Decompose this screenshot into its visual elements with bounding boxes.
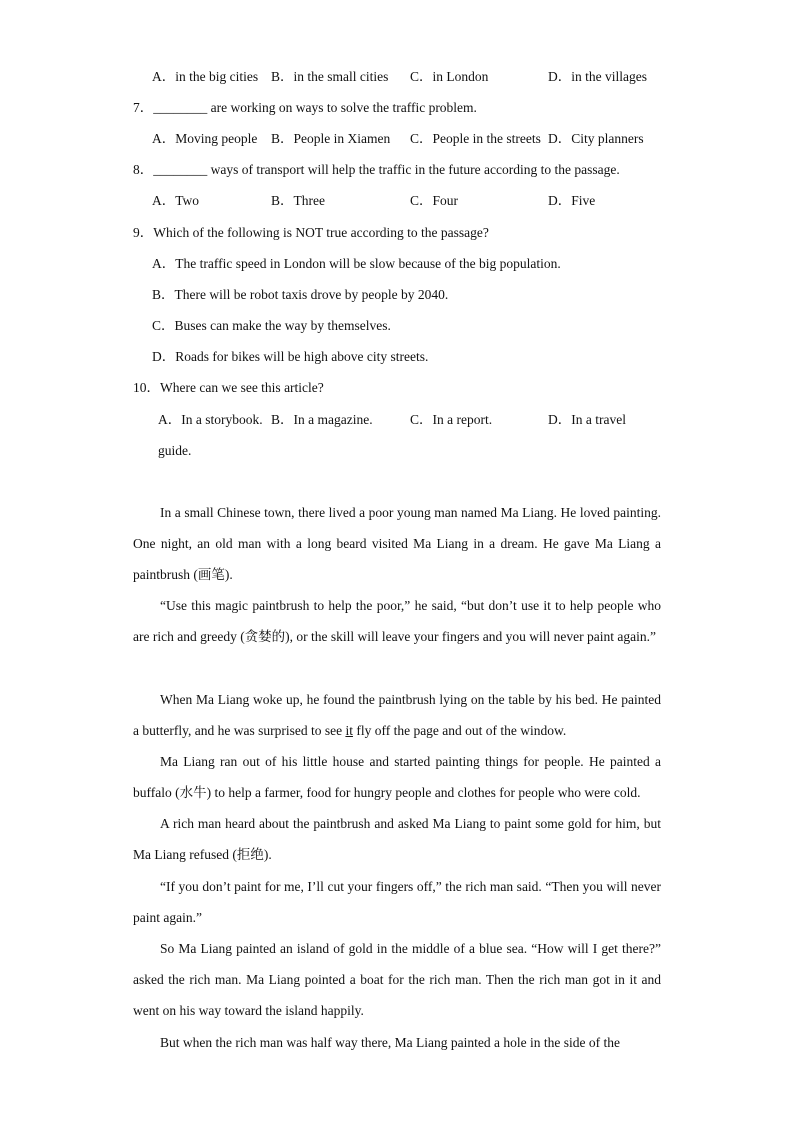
q7-option-a: A．Moving people [152, 131, 258, 146]
q10-option-d: D．In a travel [548, 412, 626, 427]
q6-option-c: C．in London [410, 69, 489, 84]
q6-option-b: B．in the small cities [271, 69, 389, 84]
q9-option-a: A．The traffic speed in London will be slow because of the big population. [152, 256, 561, 271]
q6-option-a: A．in the big cities [152, 69, 259, 84]
q9-option-d: D．Roads for bikes will be high above city streets. [152, 349, 429, 364]
q8-option-d: D．Five [548, 193, 596, 208]
q9-stem: 9．Which of the following is NOT true according to the passage? [133, 225, 489, 240]
story-paragraph-3: When Ma Liang woke up, he found the paintbrush lying on the table by his bed. He painted a butterfly, and he was surprised to see it fly off the page and out of the window. [133, 692, 661, 738]
q10-option-a: A．In a storybook. [158, 412, 263, 427]
q7-stem: 7．________ are working on ways to solve the traffic problem. [133, 100, 477, 115]
q8-option-c: C．Four [410, 193, 459, 208]
story-paragraph-5: A rich man heard about the paintbrush and asked Ma Liang to paint some gold for him, but Ma Liang refused (拒绝). [133, 816, 661, 862]
story-paragraph-7: So Ma Liang painted an island of gold in the middle of a blue sea. “How will I get there?” asked the rich man. Ma Liang pointed a boat for the rich man. Then the rich man got in it and went on his way toward the island happily. [133, 941, 661, 1018]
q9-option-b: B．There will be robot taxis drove by people by 2040. [152, 287, 449, 302]
q10-option-d-continued: guide. [158, 443, 192, 458]
story-paragraph-6: “If you don’t paint for me, I’ll cut your fingers off,” the rich man said. “Then you will never paint again.” [133, 879, 661, 925]
story-paragraph-4: Ma Liang ran out of his little house and started painting things for people. He painted a buffalo (水牛) to help a farmer, food for hungry people and clothes for people who were cold. [133, 754, 661, 800]
q10-option-c: C．In a report. [410, 412, 493, 427]
underlined-word: it [345, 723, 353, 738]
q8-stem: 8．________ ways of transport will help the traffic in the future according to the passage. [133, 162, 620, 177]
q9-option-c: C．Buses can make the way by themselves. [152, 318, 391, 333]
q7-option-b: B．People in Xiamen [271, 131, 391, 146]
q10-option-b: B．In a magazine. [271, 412, 373, 427]
story-paragraph-1: In a small Chinese town, there lived a poor young man named Ma Liang. He loved painting. One night, an old man with a long beard visited Ma Liang in a dream. He gave Ma Liang a paintbrush (画笔). [133, 505, 661, 582]
q7-option-d: D．City planners [548, 131, 644, 146]
q8-option-b: B．Three [271, 193, 325, 208]
q6-option-d: D．in the villages [548, 69, 647, 84]
story-paragraph-8: But when the rich man was half way there, Ma Liang painted a hole in the side of the [160, 1035, 620, 1050]
story-paragraph-2: “Use this magic paintbrush to help the poor,” he said, “but don’t use it to help people who are rich and greedy (贪婪的), or the skill will leave your fingers and you will never paint again.” [133, 598, 661, 644]
q10-stem: 10．Where can we see this article? [133, 380, 324, 395]
q7-option-c: C．People in the streets [410, 131, 541, 146]
q8-option-a: A．Two [152, 193, 200, 208]
